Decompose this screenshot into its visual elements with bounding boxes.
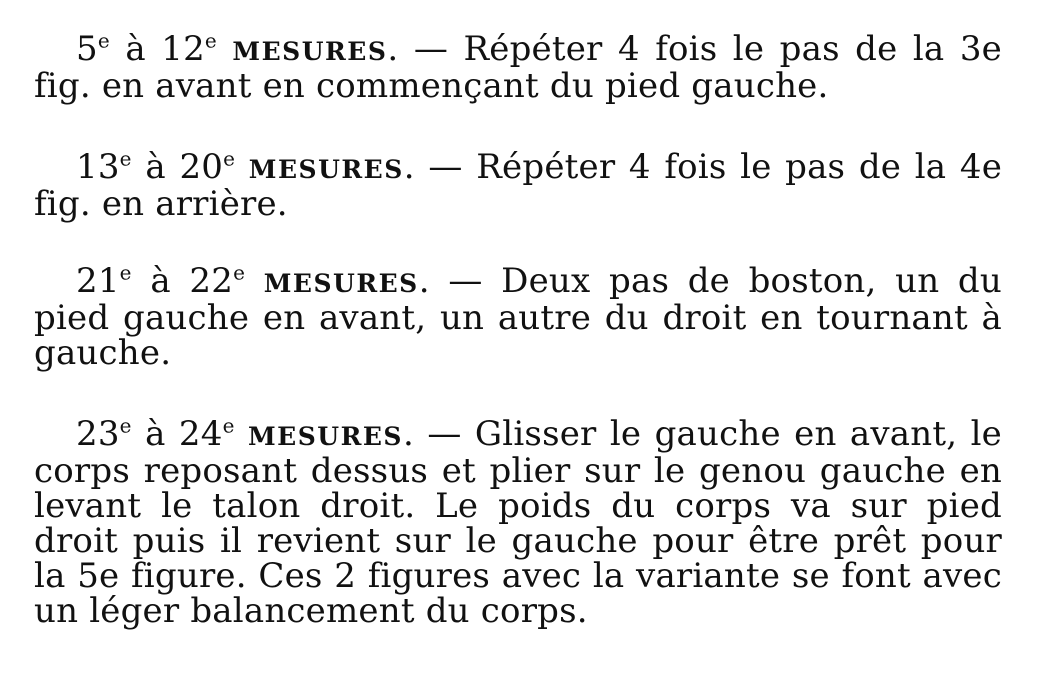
measure-end-superscript: e [233, 260, 246, 285]
measure-end-number: 22 [189, 261, 234, 301]
measures-label: MESURES [248, 155, 404, 184]
measure-end-number: 24 [178, 414, 223, 454]
paragraph-measures-23-24 [34, 413, 1002, 631]
paragraph-lead: . — [387, 29, 449, 69]
measure-connector: à [125, 29, 146, 69]
paragraph-measures-13-20 [34, 146, 1003, 224]
measure-end-number: 12 [161, 29, 205, 69]
measure-end-superscript: e [204, 28, 217, 53]
measures-label: MESURES [263, 269, 419, 298]
measure-start-number: 23 [76, 414, 120, 454]
measure-start-superscript: e [119, 146, 132, 171]
measures-label: MESURES [248, 422, 403, 451]
paragraph-text: Deux pas de boston, un du pied gauche en avant, un autre du droit en tournant à gauche. [34, 261, 1002, 373]
measures-label: MESURES [232, 37, 388, 66]
paragraph-text: Répéter 4 fois le pas de la 3e fig. en avant en commençant du pied gauche. [34, 29, 1002, 106]
measure-start-superscript: e [119, 260, 132, 285]
measure-start-number: 13 [76, 147, 120, 187]
measure-connector: à [150, 261, 171, 301]
measure-start-number: 21 [76, 261, 120, 301]
measure-end-number: 20 [179, 147, 224, 187]
measure-start-superscript: e [97, 28, 110, 53]
paragraph-measures-5-12 [34, 28, 1002, 106]
measure-end-superscript: e [223, 146, 236, 171]
paragraph-lead: . — [403, 147, 463, 187]
measure-start-number: 5 [76, 29, 98, 69]
measure-start-superscript: e [119, 413, 132, 438]
paragraph-lead: . — [418, 261, 483, 301]
measure-end-superscript: e [222, 413, 235, 438]
paragraph-text: Répéter 4 fois le pas de la 4e fig. en arrière. [34, 147, 1003, 224]
measure-connector: à [145, 147, 166, 187]
paragraph-text: Glisser le gauche en avant, le corps reposant dessus et plier sur le genou gauche en levant le talon droit. Le poids du corps va sur pied droit puis il revient sur le gauche pour être prêt pour la 5e figure. Ces 2 figures avec la variante se font avec un léger balancement du corps. [34, 414, 1002, 631]
measure-connector: à [145, 414, 166, 454]
paragraph-lead: . — [402, 414, 462, 454]
paragraph-measures-21-22 [34, 260, 1002, 373]
